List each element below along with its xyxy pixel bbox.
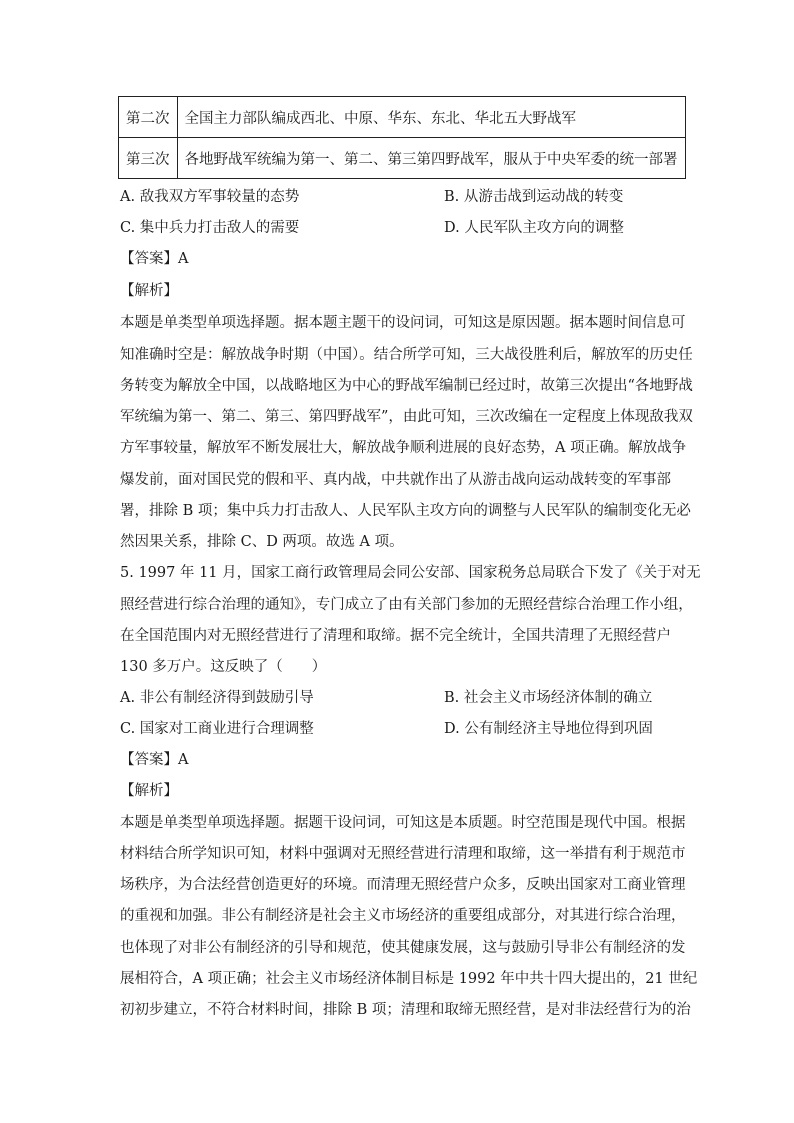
q5-options-row-2: [120, 717, 680, 741]
q4-option-b: B. 从游击战到运动战的转变: [444, 189, 624, 205]
q4-option-a: A. 敌我双方军事较量的态势: [120, 189, 300, 205]
q4-analysis-line: 务转变为解放全中国，以战略地区为中心的野战军编制已经过时，故第三次提出“各地野战: [120, 378, 693, 394]
q5-option-b: B. 社会主义市场经济体制的确立: [444, 690, 653, 706]
q5-option-d: D. 公有制经济主导地位得到巩固: [444, 721, 653, 737]
q4-analysis-line: 然因果关系，排除 C、D 两项。故选 A 项。: [120, 534, 404, 550]
q5-analysis-line: 展相符合，A 项正确；社会主义市场经济体制目标是 1992 年中共十四大提出的，21 世纪: [120, 971, 698, 987]
q4-analysis-line: 署，排除 B 项；集中兵力打击敌人、人民军队主攻方向的调整与人民军队的编制变化无必: [120, 503, 691, 519]
table-row: [119, 138, 686, 179]
q5-analysis-line: 的重视和加强。非公有制经济是社会主义市场经济的重要组成部分，对其进行综合治理，: [120, 908, 686, 924]
q4-answer: 【答案】A: [120, 251, 189, 267]
reorganization-table: [118, 96, 686, 179]
q4-analysis-label: 【解析】: [120, 283, 178, 299]
q5-stem-line: 照经营进行综合治理的通知》，专门成立了由有关部门参加的无照经营综合治理工作小组，: [120, 597, 693, 613]
q5-analysis-label: 【解析】: [120, 783, 178, 799]
q5-option-c: C. 国家对工商业进行合理调整: [120, 721, 314, 737]
q5-stem-line: 在全国范围内对无照经营进行了清理和取缔。据不完全统计，全国共清理了无照经营户: [120, 628, 671, 644]
q4-analysis-line: 方军事较量，解放军不断发展壮大，解放战争顺利进展的良好态势，A 项正确。解放战争: [120, 440, 687, 456]
q5-analysis-line: 本题是单类型单项选择题。据题干设问词，可知这是本质题。时空范围是现代中国。根据: [120, 815, 686, 831]
table-row: [119, 97, 686, 138]
q4-option-d: D. 人民军队主攻方向的调整: [444, 220, 624, 236]
q4-analysis-line: 军统编为第一、第二、第三、第四野战军”，由此可知，三次改编在一定程度上体现敌我双: [120, 409, 693, 425]
q5-option-a: A. 非公有制经济得到鼓励引导: [120, 690, 314, 706]
q5-stem-line: 130 多万户。这反映了（ ）: [120, 659, 327, 675]
q5-analysis-line: 也体现了对非公有制经济的引导和规范，使其健康发展，这与鼓励引导非公有制经济的发: [120, 940, 686, 956]
q4-options-row-1: [120, 185, 680, 209]
q5-stem-line: 5. 1997 年 11 月，国家工商行政管理局会同公安部、国家税务总局联合下发了《关于对无: [120, 565, 701, 581]
q4-analysis-line: 本题是单类型单项选择题。据本题主题干的设问词，可知这是原因题。据本题时间信息可: [120, 315, 686, 331]
q5-analysis-line: 场秩序，为合法经营创造更好的环境。而清理无照经营户众多，反映出国家对工商业管理: [120, 877, 686, 893]
table-cell-label: 第三次: [119, 138, 178, 179]
q4-option-c: C. 集中兵力打击敌人的需要: [120, 220, 300, 236]
q4-analysis-line: 知准确时空是：解放战争时期（中国）。结合所学可知，三大战役胜利后，解放军的历史任: [120, 347, 693, 363]
q5-options-row-1: [120, 686, 680, 710]
q5-analysis-line: 材料结合所学知识可知，材料中强调对无照经营进行清理和取缔，这一举措有利于规范市: [120, 846, 686, 862]
table-cell-label: 第二次: [119, 97, 178, 138]
table-cell-content: 全国主力部队编成西北、中原、华东、东北、华北五大野战军: [177, 97, 685, 138]
q4-analysis-line: 爆发前，面对国民党的假和平、真内战，中共就作出了从游击战向运动战转变的军事部: [120, 472, 671, 488]
q5-analysis-line: 初初步建立，不符合材料时间，排除 B 项；清理和取缔无照经营，是对非法经营行为的治: [120, 1002, 691, 1018]
q5-answer: 【答案】A: [120, 752, 189, 768]
table-cell-content: 各地野战军统编为第一、第二、第三第四野战军，服从于中央军委的统一部署: [177, 138, 685, 179]
q4-options-row-2: [120, 216, 680, 240]
